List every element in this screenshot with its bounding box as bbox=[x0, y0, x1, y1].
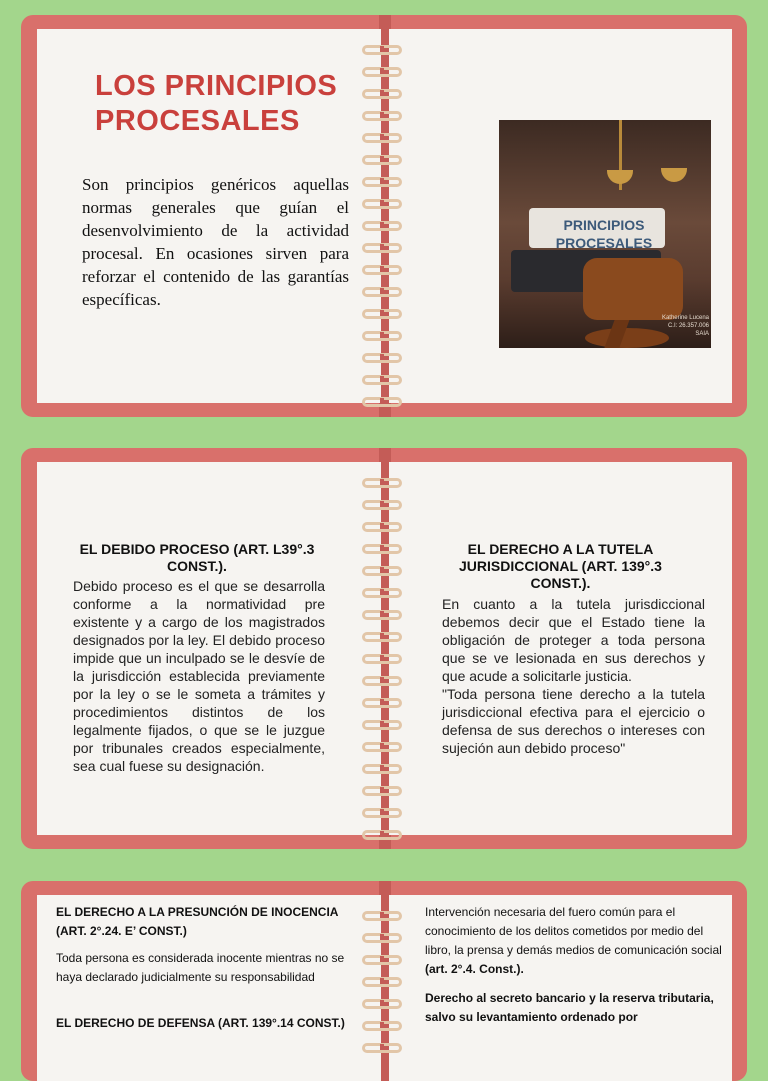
binding-ring-icon bbox=[362, 375, 402, 385]
left-page bbox=[37, 895, 381, 1081]
debido-proceso-body: Debido proceso es el que se desarrolla conforme a la normatividad pre existente y a cargo de los magistrados designados por la ley. El debido proceso impide que un inculpado se le desvíe de la jurisdicción establecida previamente por la ley o se le someta a trámites y procedimientos distintos de los legalmente fijados, o que se le juzgue por tribunales creados especialmente, sea cual fuese su designación. bbox=[73, 578, 325, 774]
right-page bbox=[389, 462, 732, 835]
binding-ring-icon bbox=[362, 742, 402, 752]
binding-ring-icon bbox=[362, 808, 402, 818]
right-page bbox=[389, 895, 732, 1081]
notebook-principles bbox=[21, 448, 747, 849]
binding-ring-icon bbox=[362, 265, 402, 275]
binding-rings bbox=[359, 15, 409, 417]
binding-ring-icon bbox=[362, 1043, 402, 1053]
binding-ring-icon bbox=[362, 522, 402, 532]
image-title-line-2: PROCESALES bbox=[555, 235, 653, 251]
binding-ring-icon bbox=[362, 177, 402, 187]
tutela-heading: EL DERECHO A LA TUTELA JURISDICCIONAL (ART. 139°.3 CONST.). bbox=[459, 541, 662, 591]
binding-ring-icon bbox=[362, 89, 402, 99]
image-credit bbox=[662, 314, 709, 338]
intro-paragraph: Son principios genéricos aquellas normas generales que guían el desenvolvimiento de la actividad procesal. En ocasiones sirven para reforzar el contenido de las garantías específicas. bbox=[82, 175, 349, 309]
right-page bbox=[389, 29, 732, 403]
tutela-body-2: "Toda persona tiene derecho a la tutela jurisdiccional efectiva para el ejercicio o defensa de sus derechos o intereses con sujeción aun debido proceso" bbox=[442, 686, 705, 756]
left-page bbox=[37, 29, 381, 403]
binding-ring-icon bbox=[362, 155, 402, 165]
binding-ring-icon bbox=[362, 933, 402, 943]
credit-id: C.I: 26.357.006 bbox=[667, 323, 709, 329]
scale-pan-left bbox=[607, 170, 633, 184]
notebook-cover bbox=[21, 15, 747, 417]
binding-ring-icon bbox=[362, 588, 402, 598]
binding-ring-icon bbox=[362, 764, 402, 774]
binding-ring-icon bbox=[362, 911, 402, 921]
binding-ring-icon bbox=[362, 287, 402, 297]
title-line-1: LOS PRINCIPIOS bbox=[95, 70, 338, 102]
debido-proceso-heading: EL DEBIDO PROCESO (ART. L39°.3 CONST.). bbox=[79, 541, 315, 574]
left-page bbox=[37, 462, 381, 835]
binding-ring-icon bbox=[362, 698, 402, 708]
binding-ring-icon bbox=[362, 544, 402, 554]
binding-ring-icon bbox=[362, 1021, 402, 1031]
presuncion-body: Toda persona es considerada inocente mientras no se haya declarado judicialmente su responsabilidad bbox=[56, 951, 345, 984]
binding-ring-icon bbox=[362, 955, 402, 965]
binding-ring-icon bbox=[362, 111, 402, 121]
tutela-body-1: En cuanto a la tutela jurisdiccional debemos decir que el Estado tiene la obligación de proteger a toda persona que se ve lesionada en sus derechos y que acude a solicitarle justicia. bbox=[442, 596, 705, 684]
binding-ring-icon bbox=[362, 830, 402, 840]
binding-ring-icon bbox=[362, 566, 402, 576]
secreto-bancario-body: Derecho al secreto bancario y la reserva tributaria, salvo su levantamiento ordenado por bbox=[425, 991, 714, 1024]
binding-ring-icon bbox=[362, 133, 402, 143]
binding-ring-icon bbox=[362, 45, 402, 55]
fuero-body bbox=[425, 903, 728, 979]
binding-ring-icon bbox=[362, 67, 402, 77]
image-title-line-1: PRINCIPIOS bbox=[563, 217, 645, 233]
gavel-icon bbox=[583, 258, 683, 320]
binding-ring-icon bbox=[362, 500, 402, 510]
fuero-text: Intervención necesaria del fuero común para el conocimiento de los delitos cometidos por medio del libro, la prensa y demás medios de comunicación social bbox=[425, 905, 722, 957]
binding-ring-icon bbox=[362, 999, 402, 1009]
notebook-rights bbox=[21, 881, 747, 1081]
binding-ring-icon bbox=[362, 243, 402, 253]
binding-ring-icon bbox=[362, 610, 402, 620]
binding-ring-icon bbox=[362, 331, 402, 341]
page-title bbox=[95, 69, 337, 139]
presuncion-heading: EL DERECHO A LA PRESUNCIÓN DE INOCENCIA (ART. 2°.24. E’ CONST.) bbox=[56, 905, 339, 938]
binding-ring-icon bbox=[362, 478, 402, 488]
binding-ring-icon bbox=[362, 720, 402, 730]
fuero-ref: (art. 2°.4. Const.). bbox=[425, 962, 524, 976]
defensa-heading: EL DERECHO DE DEFENSA (ART. 139°.14 CONST.) bbox=[56, 1016, 345, 1030]
binding-ring-icon bbox=[362, 397, 402, 407]
binding-ring-icon bbox=[362, 632, 402, 642]
title-line-2: PROCESALES bbox=[95, 105, 300, 137]
binding-ring-icon bbox=[362, 309, 402, 319]
binding-rings bbox=[359, 881, 409, 1081]
credit-saia: SAIA bbox=[695, 331, 709, 337]
gavel-base bbox=[585, 328, 669, 348]
binding-ring-icon bbox=[362, 221, 402, 231]
scale-pan-right bbox=[661, 168, 687, 182]
credit-name: Katherine Lucena bbox=[661, 315, 709, 321]
binding-ring-icon bbox=[362, 676, 402, 686]
binding-ring-icon bbox=[362, 654, 402, 664]
binding-ring-icon bbox=[362, 786, 402, 796]
binding-ring-icon bbox=[362, 977, 402, 987]
binding-ring-icon bbox=[362, 353, 402, 363]
binding-rings bbox=[359, 448, 409, 849]
justice-gavel-image bbox=[499, 120, 711, 348]
image-title bbox=[539, 216, 669, 252]
binding-ring-icon bbox=[362, 199, 402, 209]
